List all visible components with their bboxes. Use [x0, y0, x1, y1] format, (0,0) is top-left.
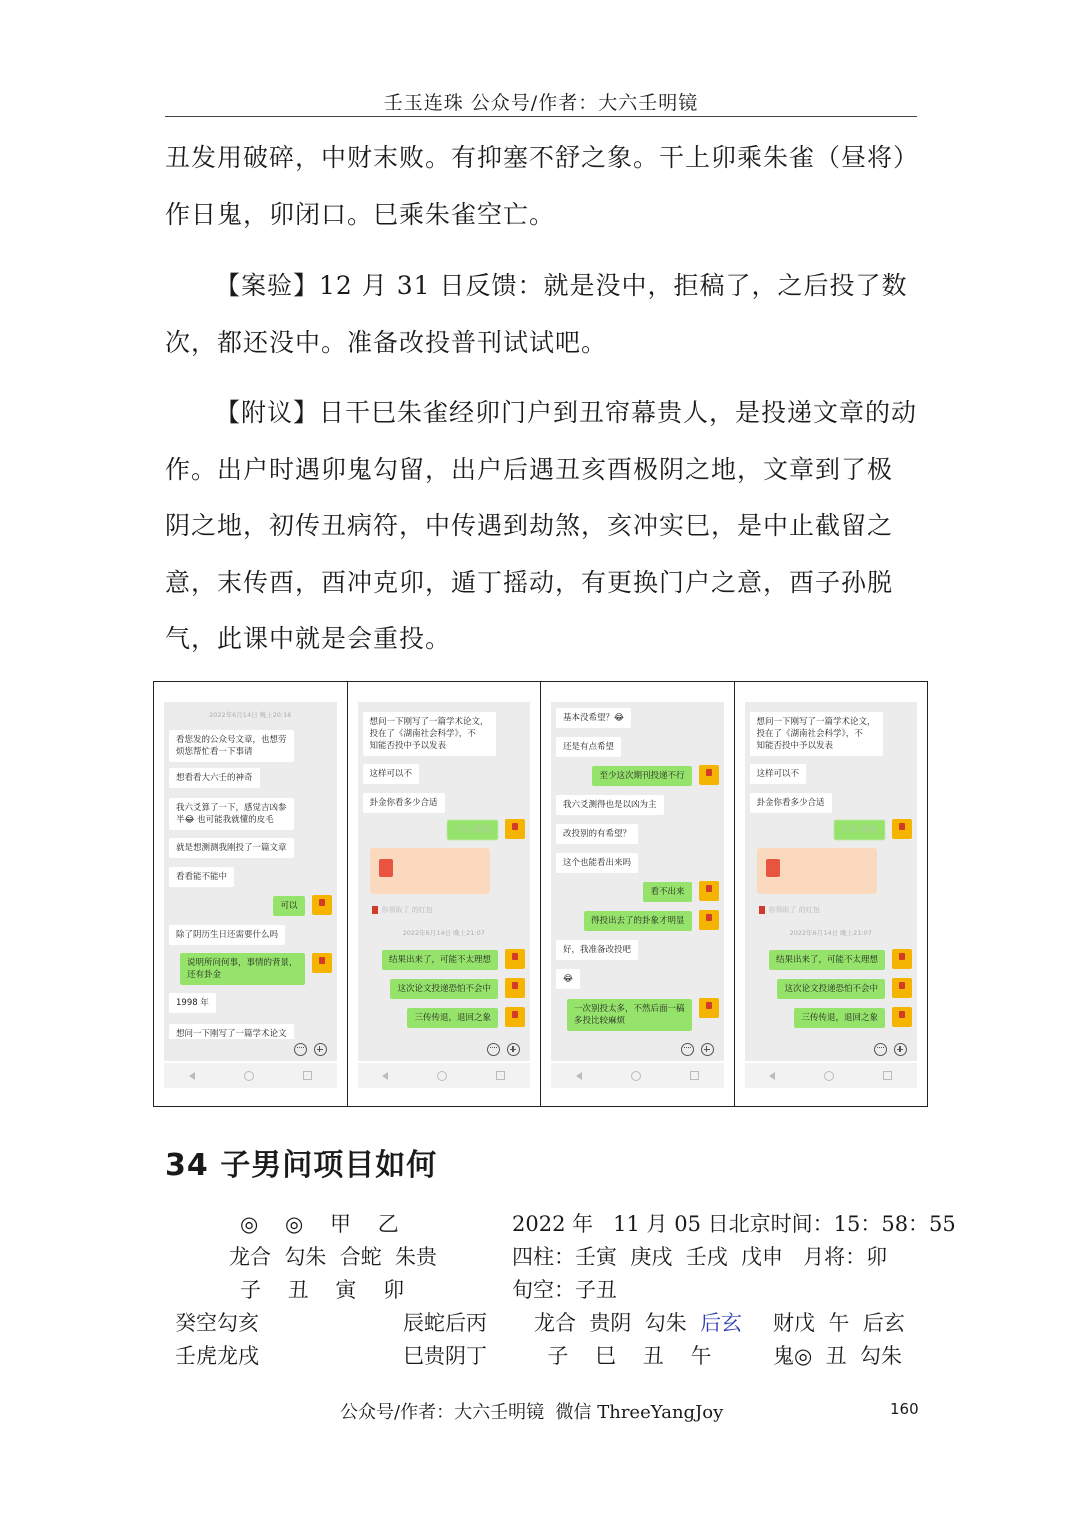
home-icon — [244, 1071, 254, 1081]
chat-message: 我六爻算了一下，感觉吉凶参 半😂 也可能我就懂的皮毛 — [169, 798, 294, 830]
chat-input-bar — [164, 1039, 337, 1061]
red-packet-note: 你领取了 的红包 — [768, 906, 820, 914]
chat-message: 我六爻测得也是以凶为主 — [556, 795, 664, 815]
emoji-icon — [487, 1043, 500, 1056]
back-icon — [769, 1072, 775, 1080]
plus-icon — [314, 1043, 327, 1056]
paragraph-1: 丑发用破碎，中财末败。有抑塞不舒之象。干上卯乘朱雀（昼将）作日鬼，卯闭口。巳乘朱雀空亡。 — [165, 143, 907, 229]
chat-message: 结果出来了，可能不太理想 — [382, 950, 498, 970]
chat-screenshot-1 — [154, 682, 348, 1106]
lesson-ke-1: 癸空勾亥 — [175, 1311, 259, 1335]
recent-apps-icon — [303, 1071, 312, 1080]
chat-area — [358, 702, 531, 1042]
chat-message: 这次论文投递恐怕不会中 — [777, 979, 885, 999]
home-icon — [437, 1071, 447, 1081]
avatar — [312, 895, 332, 915]
page-number: 160 — [890, 1400, 919, 1418]
page-footer: 公众号/作者：大六壬明镜 微信 ThreeYangJoy — [340, 1402, 724, 1423]
avatar — [892, 978, 912, 998]
back-icon — [576, 1072, 582, 1080]
chat-message: 卦金你看多少合适 — [750, 793, 832, 813]
chat-input-bar — [358, 1039, 531, 1061]
chat-message: 至少这次期刊投递不行 — [592, 766, 691, 786]
avatar — [505, 1007, 525, 1027]
emoji-icon — [874, 1043, 887, 1056]
chat-message: 就是想测测我刚投了一篇文章 — [169, 838, 294, 858]
avatar — [699, 765, 719, 785]
android-nav-bar — [164, 1063, 337, 1088]
lesson-sike-generals-text: 龙合 贵阴 勾朱 — [534, 1311, 701, 1335]
avatar — [699, 910, 719, 930]
lesson-ke-3: 壬虎龙戌 — [175, 1344, 259, 1368]
avatar — [312, 953, 332, 973]
lesson-datetime: 2022 年 11 月 05 日北京时间：15：58：55 — [512, 1212, 956, 1236]
chat-screenshots-figure — [153, 681, 928, 1107]
lesson-sike-generals — [534, 1309, 742, 1337]
avatar — [505, 949, 525, 969]
lesson-highlight: 后玄 — [700, 1311, 743, 1335]
lesson-ke-4: 巳贵阴丁 — [403, 1344, 487, 1368]
chat-message: 三传传退，退回之象 — [407, 1008, 498, 1028]
chat-message: 😂 — [556, 969, 580, 989]
chat-message: 除了阴历生日还需要什么吗 — [169, 925, 285, 945]
recent-apps-icon — [496, 1071, 505, 1080]
chat-message: 这样可以不 — [363, 764, 420, 784]
chat-message: 基本没希望？😂 — [556, 708, 631, 728]
avatar — [505, 978, 525, 998]
chat-message: 1998 年 — [169, 993, 216, 1013]
back-icon — [189, 1072, 195, 1080]
chat-message: 可以 — [273, 896, 304, 916]
running-header: 壬玉连珠 公众号/作者：大六壬明镜 — [383, 92, 699, 114]
chat-message: 想问一下刚写了一篇学术论文， 投在了《湖南社会科学》，不 知能否投中予以发表 — [750, 712, 883, 756]
chat-message: 看您发的公众号文章，也想劳 烦您帮忙看一下事请 — [169, 730, 294, 762]
chat-screenshot-2 — [348, 682, 542, 1106]
chat-message: 这次论文投递恐怕不会中 — [390, 979, 498, 999]
chat-message: 一次别投太多，不然后面一稿 多投比较麻烦 — [567, 999, 692, 1031]
chat-message: 这样可以不 — [750, 764, 807, 784]
lesson-void: 旬空：子丑 — [512, 1278, 617, 1302]
chat-message: 还是有点希望 — [556, 737, 621, 757]
chat-area — [164, 702, 337, 1042]
chat-message: 看看能不能中 — [169, 867, 234, 887]
android-nav-bar — [358, 1063, 531, 1088]
paragraph-commentary: 【附议】日干巳朱雀经卯门户到丑帘幕贵人，是投递文章的动作。出户时遇卯鬼勾留，出户后遇丑亥酉极阴之地，文章到了极阴之地，初传丑病符，中传遇到劫煞，亥冲实巳，是中止截留之意，末传酉，酉冲克卯，遁丁摇动，有更换门户之意，酉子孙脱气，此课中就是会重投。 — [165, 398, 918, 653]
chat-screenshot-4 — [735, 682, 928, 1106]
lesson-four-pillars: 四柱：壬寅 庚戌 壬戌 戊申 月将：卯 — [512, 1245, 888, 1269]
plus-icon — [894, 1043, 907, 1056]
chat-message: 好，我准备改投吧 — [556, 940, 638, 960]
section-title: 34 子男问项目如何 — [165, 1148, 438, 1183]
chat-screenshot-3 — [541, 682, 735, 1106]
header-divider — [165, 116, 917, 117]
chat-message: 得投出去了的卦象才明显 — [584, 911, 692, 931]
chat-area — [745, 702, 918, 1042]
avatar — [699, 998, 719, 1018]
back-icon — [382, 1072, 388, 1080]
chat-timestamp: 2022年6月14日 晚上21:07 — [402, 929, 485, 937]
red-packet-note: 你领取了 的红包 — [381, 906, 433, 914]
chat-message: 卦金你看多少合适 — [363, 793, 445, 813]
android-nav-bar — [745, 1063, 918, 1088]
android-nav-bar — [551, 1063, 724, 1088]
avatar — [892, 1007, 912, 1027]
paragraph-case-verification: 【案验】12 月 31 日反馈：就是没中，拒稿了，之后投了数次，都还没中。准备改投普刊试试吧。 — [165, 271, 908, 357]
chat-message: 看不出来 — [643, 882, 691, 902]
avatar — [699, 881, 719, 901]
emoji-icon — [294, 1043, 307, 1056]
plus-icon — [507, 1043, 520, 1056]
chat-message: 改投别的有希望？ — [556, 824, 638, 844]
home-icon — [824, 1071, 834, 1081]
lesson-top-row: ◎ ◎ 甲 乙 — [240, 1212, 399, 1236]
emoji-icon — [681, 1043, 694, 1056]
chat-message: 可以 随意 — [834, 820, 885, 840]
lesson-ke-2: 辰蛇后丙 — [403, 1311, 487, 1335]
chat-message: 想看看大六壬的神奇 — [169, 768, 260, 788]
chat-input-bar — [551, 1039, 724, 1061]
chat-timestamp: 2022年6月14日 晚上21:07 — [789, 929, 872, 937]
recent-apps-icon — [883, 1071, 892, 1080]
chat-timestamp: 2022年6月14日 晚上20:16 — [209, 711, 292, 719]
chat-input-bar — [745, 1039, 918, 1061]
recent-apps-icon — [690, 1071, 699, 1080]
chat-message: 想问一下刚写了一篇学术论文， 投在了《湖南社会科学》，不 知能否投中予以发表 — [363, 712, 496, 756]
chat-message: 三传传退，退回之象 — [794, 1008, 885, 1028]
chat-message: 这个也能看出来吗 — [556, 853, 638, 873]
lesson-transmission-1: 财戊 午 后玄 — [773, 1311, 905, 1335]
chat-message: 说明所问何事，事情的背景， 还有卦金 — [180, 953, 305, 985]
lesson-sike-branches: 子 巳 丑 午 — [534, 1344, 712, 1368]
red-packet — [757, 848, 877, 894]
avatar — [892, 819, 912, 839]
chat-message: 可以 随意 — [447, 820, 498, 840]
red-packet — [370, 848, 490, 894]
chat-message: 想问一下刚写了一篇学术论文 — [169, 1024, 294, 1042]
chat-area — [551, 702, 724, 1042]
avatar — [892, 949, 912, 969]
plus-icon — [701, 1043, 714, 1056]
lesson-transmission-2: 鬼◎ 丑 勾朱 — [773, 1344, 903, 1368]
lesson-branches-row: 子 丑 寅 卯 — [240, 1278, 405, 1302]
lesson-generals-row: 龙合 勾朱 合蛇 朱贵 — [229, 1245, 438, 1269]
home-icon — [631, 1071, 641, 1081]
avatar — [505, 819, 525, 839]
chat-message: 结果出来了，可能不太理想 — [769, 950, 885, 970]
